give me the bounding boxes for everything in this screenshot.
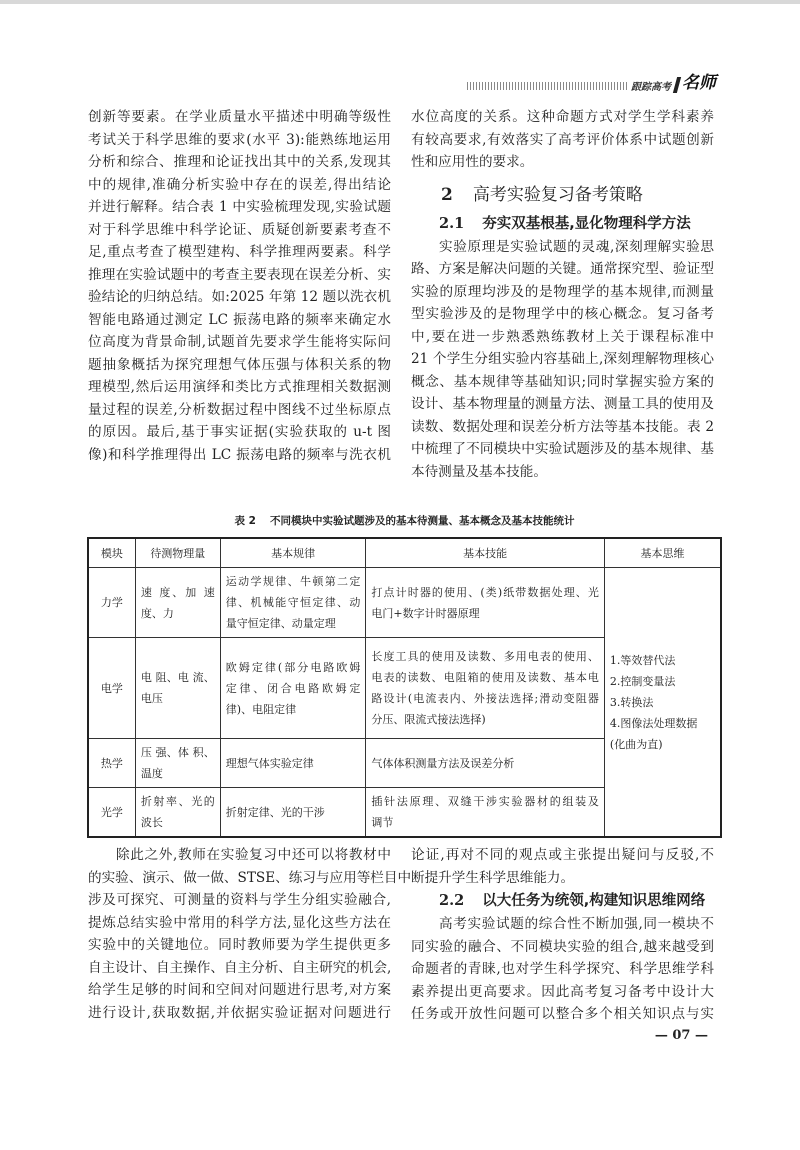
cell-line: 4.图像法处理数据: [609, 716, 698, 730]
cell-line: 理想气体实验定律: [225, 756, 314, 770]
skill-cell: [366, 739, 605, 788]
cell-line: 欧姆定律(部分电路欧姆: [225, 660, 361, 674]
text-line: 读数、数据处理和误差分析方法等基本技能。表 2: [411, 418, 714, 435]
text-line: 的实验、演示、做一做、STSE、练习与应用等栏目中: [88, 869, 412, 886]
text-line: 题抽象概括为探究理想气体压强与体积关系的物: [88, 356, 391, 373]
header-section: 跟踪高考: [631, 82, 671, 93]
left-column-top: [88, 106, 391, 466]
cell-line: 调节: [371, 816, 394, 829]
cell-line: 定律、闭合电路欧姆定: [225, 681, 361, 695]
text-line: 21 个学生分组实验内容基础上,深刻理解物理核心: [411, 351, 714, 367]
cell-line: 运动学规律、牛顿第二定: [225, 575, 361, 588]
cell-line: 电压: [140, 692, 163, 705]
law-cell: [220, 739, 366, 788]
table-caption: [87, 513, 722, 528]
text-line: 提炼总结实验中常用的科学方法,显化这些方法在: [88, 914, 391, 931]
module-cell: 电学: [88, 638, 135, 739]
section-title: 高考实验复习备考策略: [472, 184, 643, 205]
column-header: 模块: [88, 538, 135, 568]
cell-line: 打点计时器的使用、(类)纸带数据处理、光: [371, 585, 599, 599]
text-line: 中的规律,准确分析实验中存在的误差,得出结论: [88, 176, 391, 193]
text-line: 对于科学思维中科学论证、质疑创新要素考查不: [88, 221, 391, 238]
text-line: 实验原理是实验试题的灵魂,深刻理解实验思: [439, 238, 714, 255]
table-caption-text: 不同模块中实验试题涉及的基本待测量、基本概念及基本技能统计: [269, 515, 575, 527]
table-2: [87, 537, 722, 838]
cell-line: 折射率、光的: [140, 795, 215, 808]
table-number: 表 2: [234, 515, 256, 527]
column-header: 基本技能: [366, 538, 605, 568]
subsection-number: 2.2: [439, 892, 465, 909]
body-paragraph: [88, 106, 391, 466]
column-header: 基本思维: [604, 538, 721, 568]
body-paragraph: [411, 913, 714, 1026]
thinking-cell: [604, 568, 721, 838]
quantity-cell: [135, 638, 220, 739]
cell-line: 2.控制变量法: [609, 674, 676, 688]
column-header: 待测物理量: [135, 538, 220, 568]
text-line: 足,重点考查了模型建构、科学推理两要素。科学: [88, 244, 391, 260]
cell-line: 律)、电阻定律: [225, 702, 297, 716]
text-line: 路、方案是解决问题的关键。通常探究型、验证型: [411, 261, 714, 277]
cell-line: 折射定律、光的干涉: [225, 805, 325, 819]
text-line: 高考实验试题的综合性不断加强,同一模块不: [439, 916, 714, 932]
text-line: 推理在实验试题中的考查主要表现在误差分析、实: [88, 266, 391, 283]
text-line: 概念、基本规律等基础知识;同时掌握实验方案的: [411, 373, 714, 390]
text-line: 型实验涉及的是物理学中的核心概念。复习备考: [411, 306, 714, 322]
page-number: — 07 —: [654, 1028, 708, 1043]
text-line: 水位高度的关系。这种命题方式对学生学科素养: [411, 109, 714, 125]
text-line: 除此之外,教师在实验复习中还可以将教材中: [116, 847, 391, 863]
cell-line: 长度工具的使用及读数、多用电表的使用、: [371, 650, 599, 663]
text-line: 中,要在进一步熟悉熟练教材上关于课程标准中: [411, 328, 714, 345]
text-line: 本待测量及基本技能。: [411, 463, 547, 480]
text-line: 任务或开放性问题可以整合多个相关知识点与实: [411, 1006, 714, 1022]
header-column: 名师: [682, 73, 716, 93]
cell-line: 律、机械能守恒定律、动: [225, 596, 361, 609]
text-line: 设计、基本物理量的测量方法、测量工具的使用及: [411, 396, 714, 412]
law-cell: [220, 638, 366, 739]
cell-line: 度、力: [140, 606, 174, 620]
text-line: 断提升学生科学思维能力。: [411, 869, 575, 886]
right-column-bottom: [411, 844, 714, 1026]
cell-line: 插针法原理、双缝干涉实验器材的组装及: [371, 795, 599, 808]
cell-line: 速 度、加 速: [140, 585, 215, 599]
skill-cell: [366, 788, 605, 838]
text-line: 涉及可探究、可测量的资料与学生分组实验融合,: [88, 892, 391, 908]
text-line: 自主设计、自主操作、自主分析、自主研究的机会,: [88, 959, 392, 976]
cell-line: 电门+数字计时器原理: [371, 606, 480, 620]
right-column-top: [411, 106, 714, 483]
text-line: 分析和综合、推理和论证找出其中的关系,发现其: [88, 154, 391, 170]
text-line: 智能电路通过测定 LC 振荡电路的频率来确定水: [88, 311, 391, 328]
body-paragraph: [88, 844, 412, 1024]
text-line: 量过程的误差,分析数据过程中图线不过坐标原点: [88, 401, 391, 418]
body-paragraph: [411, 844, 714, 889]
law-cell: [220, 788, 366, 838]
cell-line: 1.等效替代法: [609, 653, 676, 667]
text-line: 位高度为背景命制,试题首先要求学生能将实际问: [88, 334, 391, 350]
section-heading-2: [411, 178, 714, 212]
module-cell: 热学: [88, 739, 135, 788]
text-line: 并进行解释。结合表 1 中实验梳理发现,实验试题: [88, 199, 391, 215]
subsection-title: 以大任务为统领,构建知识思维网络: [482, 893, 706, 909]
header-divider: [673, 77, 681, 93]
cell-line: 压 强、体 积、: [140, 746, 215, 759]
text-line: 性和应用性的要求。: [411, 154, 534, 170]
text-line: 的原因。最后,基于事实证据(实验获取的 u-t 图: [88, 424, 391, 440]
cell-line: (化曲为直): [609, 737, 663, 751]
cell-line: 温度: [140, 767, 163, 780]
table-header-row: [88, 538, 721, 568]
text-line: 实验中的关键地位。同时教师要为学生提供更多: [88, 937, 391, 953]
module-cell: 力学: [88, 568, 135, 638]
text-line: 论证,再对不同的观点或主张提出疑问与反驳,不: [411, 847, 714, 863]
cell-line: 电 阻、电 流、: [140, 671, 215, 684]
subsection-heading-2-1: [411, 212, 714, 236]
header-hatch-decoration: [467, 82, 627, 90]
skill-cell: [366, 638, 605, 739]
text-line: 创新等要素。在学业质量水平描述中明确等级性: [88, 109, 391, 125]
top-border: [0, 0, 800, 4]
body-paragraph: [411, 106, 714, 174]
text-line: 有较高要求,有效落实了高考评价体系中试题创新: [411, 131, 714, 148]
text-line: 像)和科学推理得出 LC 振荡电路的频率与洗衣机: [88, 446, 391, 463]
text-line: 验结论的归纳总结。如:2025 年第 12 题以洗衣机: [88, 289, 391, 305]
cell-line: 波长: [140, 816, 163, 829]
quantity-cell: [135, 568, 220, 638]
table-row: [88, 568, 721, 638]
subsection-number: 2.1: [439, 214, 465, 232]
skill-cell: [366, 568, 605, 638]
text-line: 素养提出更高要求。因此高考复习备考中设计大: [411, 983, 714, 1000]
subsection-title: 夯实双基根基,显化物理科学方法: [482, 215, 691, 232]
text-line: 进行设计,获取数据,并依据实验证据对问题进行: [88, 1004, 391, 1021]
cell-line: 量守恒定律、动量定理: [225, 617, 336, 630]
text-line: 命题者的青睐,也对学生科学探究、科学思维学科: [411, 961, 714, 977]
text-line: 实验的原理均涉及的是物理学的基本规律,而测量: [411, 283, 714, 300]
cell-line: 电表的读数、电阻箱的使用及读数、基本电: [371, 671, 599, 684]
text-line: 中梳理了不同模块中实验试题涉及的基本规律、基: [411, 441, 714, 457]
module-cell: 光学: [88, 788, 135, 838]
cell-line: 3.转换法: [609, 695, 654, 709]
section-number: 2: [441, 184, 453, 205]
column-header: 基本规律: [220, 538, 366, 568]
law-cell: [220, 568, 366, 638]
text-line: 理模型,然后运用演绎和类比方式推理相关数据测: [88, 379, 391, 395]
text-line: 给学生足够的时间和空间对问题进行思考,对方案: [88, 982, 391, 998]
cell-line: 路设计(电流表内、外接法选择;滑动变阻器: [371, 692, 599, 705]
subsection-heading-2-2: [411, 889, 714, 913]
running-header: [467, 68, 716, 93]
quantity-cell: [135, 788, 220, 838]
cell-line: 气体体积测量方法及误差分析: [371, 756, 515, 770]
body-paragraph: [411, 236, 714, 484]
cell-line: 分压、限流式接法选择): [371, 713, 486, 726]
text-line: 同实验的融合、不同模块实验的组合,越来越受到: [411, 938, 714, 955]
left-column-bottom: [88, 844, 412, 1024]
text-line: 考试关于科学思维的要求(水平 3):能熟练地运用: [88, 131, 391, 148]
quantity-cell: [135, 739, 220, 788]
